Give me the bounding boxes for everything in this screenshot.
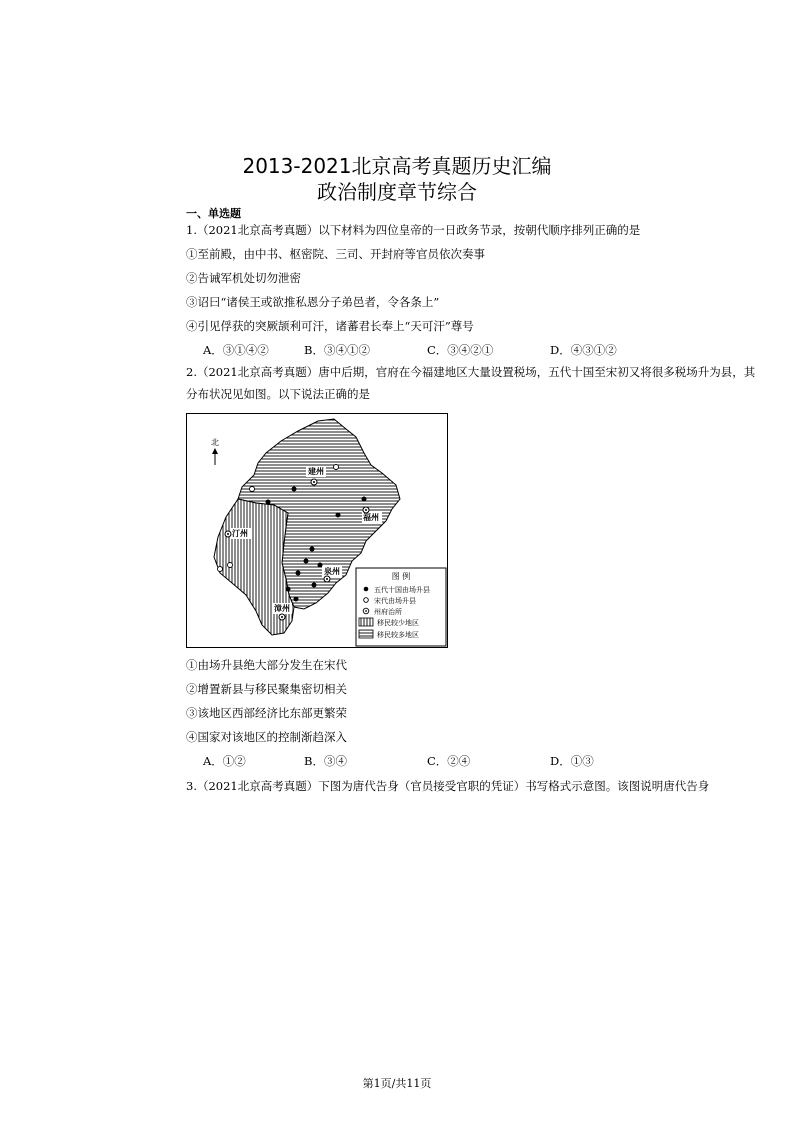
city-label-tingzhou: 汀州 [232,529,248,538]
q3-stem: 3.（2021北京高考真题）下图为唐代告身（官员接受官职的凭证）书写格式示意图。该图说明唐代告身 [186,779,710,793]
legend-item-5: 移民较多地区 [377,631,419,639]
q2-option-a: A．①② [203,754,246,768]
q1-item-1: ①至前殿，由中书、枢密院、三司、开封府等官员依次奏事 [186,247,485,261]
legend-hollow-dot-icon [364,598,369,603]
legend-item-3: 州府治所 [374,608,402,616]
q1-option-b: B．③④①② [304,343,370,357]
fujian-map-figure [186,413,448,648]
legend-item-2: 宋代由场升县 [374,597,416,605]
city-label-fuzhou: 福州 [363,513,379,522]
q1-item-4: ④引见俘获的突厥颉利可汗，诸蕃君长奉上“天可汗”尊号 [186,319,474,333]
q2-item-2: ②增置新县与移民聚集密切相关 [186,682,347,696]
legend-item-4: 移民较少地区 [377,619,419,627]
legend-item-1: 五代十国由场升县 [374,586,430,594]
q1-option-a: A．③①④② [203,343,269,357]
city-label-jianzhou: 建州 [308,467,324,476]
legend-horizontal-hatch-icon [359,630,373,638]
doc-subtitle: 政治制度章节综合 [317,180,477,204]
q2-item-1: ①由场升县绝大部分发生在宋代 [186,658,347,672]
legend-title: 图 例 [391,572,411,581]
q2-item-4: ④国家对该地区的控制渐趋深入 [186,730,347,744]
legend-solid-dot-icon [364,587,369,592]
page-footer: 第1页/共11页 [362,1077,432,1090]
city-label-zhangzhou: 漳州 [274,604,290,613]
north-label: 北 [211,438,219,447]
section-heading: 一、单选题 [186,207,241,220]
q2-option-c: C．②④ [427,754,471,768]
q1-item-2: ②告诫军机处切勿泄密 [186,271,301,285]
doc-title: 2013-2021北京高考真题历史汇编 [242,154,552,178]
q2-option-d: D．①③ [550,754,594,768]
q2-stem: 2.（2021北京高考真题）唐中后期，官府在今福建地区大量设置税场，五代十国至宋初又将很多税场升为县，其分布状况见如图。以下说法正确的是 [186,365,756,401]
legend-vertical-hatch-icon [359,618,373,626]
q2-item-3: ③该地区西部经济比东部更繁荣 [186,706,347,720]
city-label-quanzhou: 泉州 [324,567,340,576]
q2-option-b: B．③④ [304,754,347,768]
q1-option-d: D．④③①② [550,343,617,357]
map-legend [356,568,446,646]
q1-item-3: ③诏曰“诸侯王或欲推私恩分子弟邑者，令各条上” [186,295,440,309]
q1-option-c: C．③④②① [427,343,494,357]
q1-stem: 1.（2021北京高考真题）以下材料为四位皇帝的一日政务节录，按朝代顺序排列正确的是 [186,223,641,237]
